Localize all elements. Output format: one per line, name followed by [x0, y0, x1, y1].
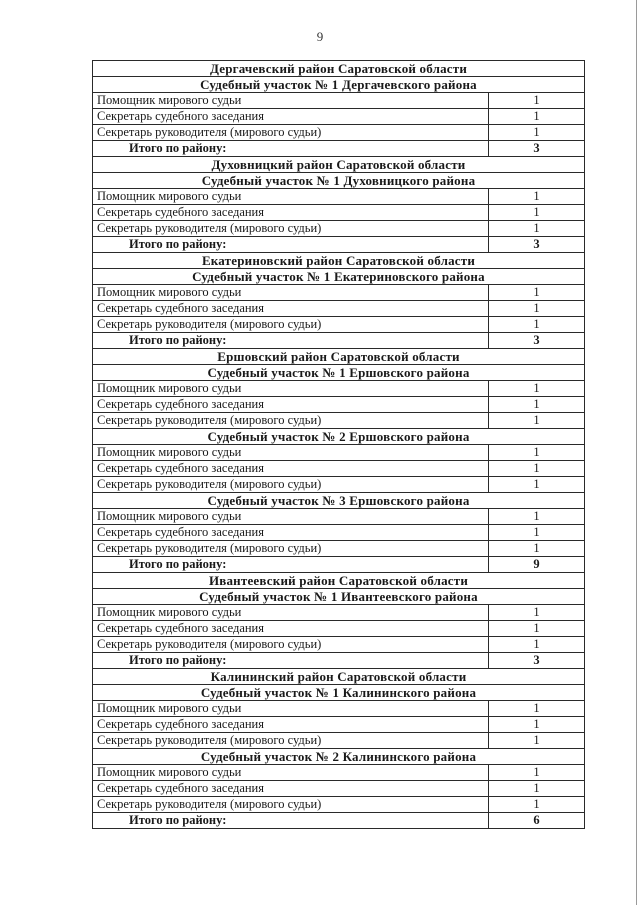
position-name: Секретарь судебного заседания	[93, 205, 489, 221]
position-count: 1	[489, 189, 585, 205]
position-count: 1	[489, 797, 585, 813]
position-row	[93, 125, 585, 141]
position-row	[93, 541, 585, 557]
position-name: Секретарь руководителя (мирового судьи)	[93, 413, 489, 429]
position-name: Секретарь руководителя (мирового судьи)	[93, 797, 489, 813]
position-name: Секретарь судебного заседания	[93, 301, 489, 317]
total-label: Итого по району:	[93, 557, 489, 573]
position-name: Секретарь руководителя (мирового судьи)	[93, 541, 489, 557]
district-total-row	[93, 237, 585, 253]
position-row	[93, 381, 585, 397]
position-count: 1	[489, 637, 585, 653]
section-header: Духовницкий район Саратовской области	[93, 157, 585, 173]
position-name: Секретарь судебного заседания	[93, 109, 489, 125]
section-header-row	[93, 173, 585, 189]
position-count: 1	[489, 93, 585, 109]
total-count: 3	[489, 333, 585, 349]
position-row	[93, 477, 585, 493]
position-row	[93, 621, 585, 637]
position-row	[93, 637, 585, 653]
section-header-row	[93, 365, 585, 381]
section-header-row	[93, 589, 585, 605]
page-number: 9	[316, 29, 324, 44]
total-label: Итого по району:	[93, 653, 489, 669]
position-count: 1	[489, 765, 585, 781]
section-header: Судебный участок № 1 Екатериновского района	[93, 269, 585, 285]
position-name: Помощник мирового судьи	[93, 93, 489, 109]
total-label: Итого по району:	[93, 813, 489, 829]
position-row	[93, 93, 585, 109]
total-label: Итого по району:	[93, 141, 489, 157]
position-count: 1	[489, 605, 585, 621]
position-count: 1	[489, 285, 585, 301]
section-header-row	[93, 429, 585, 445]
total-count: 9	[489, 557, 585, 573]
total-label: Итого по району:	[93, 237, 489, 253]
position-name: Секретарь руководителя (мирового судьи)	[93, 221, 489, 237]
section-header: Судебный участок № 2 Калининского района	[93, 749, 585, 765]
total-count: 3	[489, 653, 585, 669]
position-row	[93, 109, 585, 125]
total-label: Итого по району:	[93, 333, 489, 349]
position-name: Секретарь руководителя (мирового судьи)	[93, 637, 489, 653]
staffing-table	[92, 60, 585, 829]
position-row	[93, 301, 585, 317]
section-header-row	[93, 349, 585, 365]
total-count: 3	[489, 237, 585, 253]
position-row	[93, 605, 585, 621]
position-count: 1	[489, 413, 585, 429]
section-header: Ершовский район Саратовской области	[93, 349, 585, 365]
position-name: Помощник мирового судьи	[93, 701, 489, 717]
position-count: 1	[489, 701, 585, 717]
position-name: Секретарь руководителя (мирового судьи)	[93, 125, 489, 141]
section-header: Ивантеевский район Саратовской области	[93, 573, 585, 589]
position-count: 1	[489, 509, 585, 525]
position-name: Секретарь судебного заседания	[93, 525, 489, 541]
position-count: 1	[489, 205, 585, 221]
position-name: Секретарь руководителя (мирового судьи)	[93, 477, 489, 493]
staffing-table-body	[93, 61, 585, 829]
section-header-row	[93, 669, 585, 685]
position-name: Помощник мирового судьи	[93, 189, 489, 205]
position-name: Помощник мирового судьи	[93, 381, 489, 397]
position-name: Помощник мирового судьи	[93, 509, 489, 525]
district-total-row	[93, 141, 585, 157]
position-row	[93, 205, 585, 221]
position-count: 1	[489, 381, 585, 397]
position-count: 1	[489, 525, 585, 541]
position-count: 1	[489, 125, 585, 141]
position-row	[93, 765, 585, 781]
position-count: 1	[489, 445, 585, 461]
section-header: Судебный участок № 1 Дергачевского района	[93, 77, 585, 93]
position-count: 1	[489, 301, 585, 317]
position-name: Секретарь судебного заседания	[93, 621, 489, 637]
position-row	[93, 797, 585, 813]
position-row	[93, 717, 585, 733]
section-header: Екатериновский район Саратовской области	[93, 253, 585, 269]
position-row	[93, 509, 585, 525]
section-header-row	[93, 253, 585, 269]
position-name: Секретарь руководителя (мирового судьи)	[93, 317, 489, 333]
section-header: Судебный участок № 3 Ершовского района	[93, 493, 585, 509]
position-row	[93, 413, 585, 429]
section-header-row	[93, 269, 585, 285]
position-row	[93, 285, 585, 301]
position-name: Помощник мирового судьи	[93, 285, 489, 301]
position-name: Помощник мирового судьи	[93, 605, 489, 621]
position-name: Секретарь судебного заседания	[93, 397, 489, 413]
position-count: 1	[489, 109, 585, 125]
district-total-row	[93, 653, 585, 669]
position-row	[93, 445, 585, 461]
position-name: Секретарь судебного заседания	[93, 781, 489, 797]
position-count: 1	[489, 781, 585, 797]
scan-edge-line	[636, 0, 637, 905]
position-row	[93, 525, 585, 541]
section-header: Судебный участок № 1 Ивантеевского района	[93, 589, 585, 605]
section-header: Судебный участок № 1 Духовницкого района	[93, 173, 585, 189]
position-row	[93, 189, 585, 205]
section-header-row	[93, 685, 585, 701]
position-count: 1	[489, 317, 585, 333]
position-count: 1	[489, 477, 585, 493]
section-header: Дергачевский район Саратовской области	[93, 61, 585, 77]
position-row	[93, 397, 585, 413]
position-count: 1	[489, 397, 585, 413]
position-name: Помощник мирового судьи	[93, 765, 489, 781]
position-count: 1	[489, 461, 585, 477]
position-row	[93, 221, 585, 237]
position-row	[93, 701, 585, 717]
district-total-row	[93, 333, 585, 349]
section-header-row	[93, 749, 585, 765]
position-count: 1	[489, 733, 585, 749]
total-count: 3	[489, 141, 585, 157]
position-name: Секретарь судебного заседания	[93, 717, 489, 733]
section-header-row	[93, 61, 585, 77]
position-row	[93, 781, 585, 797]
district-total-row	[93, 813, 585, 829]
section-header: Калининский район Саратовской области	[93, 669, 585, 685]
section-header: Судебный участок № 1 Ершовского района	[93, 365, 585, 381]
position-row	[93, 317, 585, 333]
position-name: Секретарь руководителя (мирового судьи)	[93, 733, 489, 749]
district-total-row	[93, 557, 585, 573]
section-header-row	[93, 77, 585, 93]
section-header-row	[93, 493, 585, 509]
position-name: Помощник мирового судьи	[93, 445, 489, 461]
position-name: Секретарь судебного заседания	[93, 461, 489, 477]
position-count: 1	[489, 221, 585, 237]
position-count: 1	[489, 621, 585, 637]
section-header-row	[93, 157, 585, 173]
total-count: 6	[489, 813, 585, 829]
section-header-row	[93, 573, 585, 589]
position-row	[93, 733, 585, 749]
section-header: Судебный участок № 2 Ершовского района	[93, 429, 585, 445]
position-count: 1	[489, 717, 585, 733]
position-row	[93, 461, 585, 477]
position-count: 1	[489, 541, 585, 557]
section-header: Судебный участок № 1 Калининского района	[93, 685, 585, 701]
